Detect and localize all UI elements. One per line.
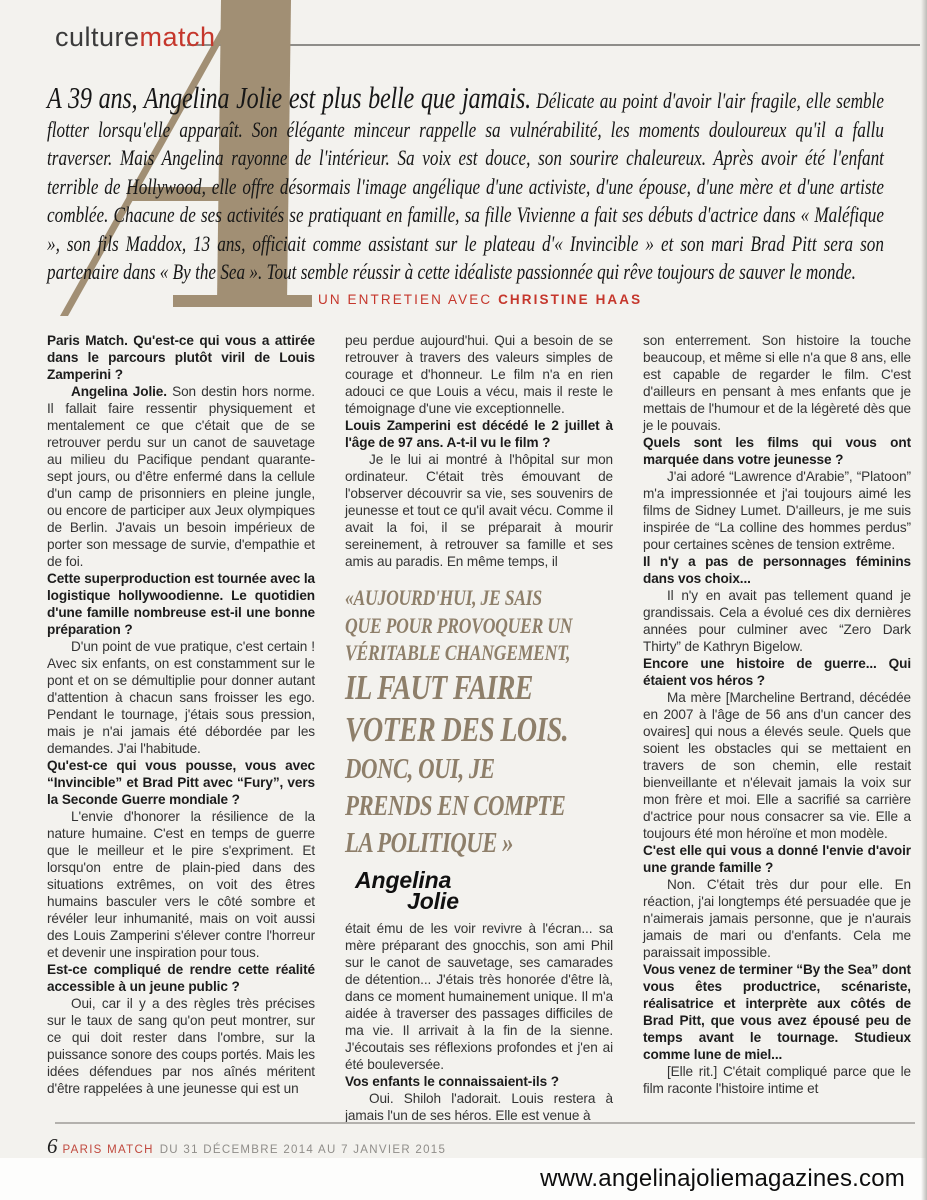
answer-continuation: peu perdue aujourd'hui. Qui a besoin de se retrouver à travers des valeurs simples de courage et d'honneur. Le film n'a en rien adouci ce que Louis a vécu, mais il reste le témoignage d'une vie exceptionnelle. — [345, 333, 613, 416]
quote-line: PRENDS EN COMPTE — [345, 790, 566, 822]
quote-signature — [345, 866, 613, 914]
question: Il n'y a pas de personnages féminins dans vos choix... — [643, 554, 911, 586]
page-number: 6 — [47, 1134, 58, 1158]
intro-lead: A 39 ans, Angelina Jolie est plus belle que jamais. — [47, 80, 531, 115]
answer-continuation: était ému de les voir revivre à l'écran... sa mère préparant des gnocchis, son ami Phil sur le canot de sauvetage, ses camarades de détention... J'étais très honorée d'être là, dans ce moment humainement unique. Il m'a aidée à traverser des passages difficiles de ma vie. Il arrivait à la fin de la sienne. J'écoutais ses réflexions profondes et j'en ai été bouleversée. — [345, 920, 613, 1072]
quote-line: QUE POUR PROVOQUER UN — [345, 612, 573, 638]
question: Quels sont les films qui vous ont marquée dans votre jeunesse ? — [643, 435, 911, 467]
column-1 — [47, 332, 315, 1097]
quote-line: DONC, OUI, JE — [345, 753, 495, 785]
section-brand — [55, 22, 216, 53]
magazine-name: PARIS MATCH — [62, 1144, 154, 1156]
question: Cette superproduction est tournée avec la logistique hollywoodienne. Le quotidien d'une famille nombreuse est-il une bonne préparation ? — [47, 571, 315, 637]
quote-line: IL FAUT FAIRE — [345, 667, 533, 707]
intro-block — [47, 80, 884, 287]
byline — [318, 292, 642, 307]
question: Qu'est-ce qui vous pousse, vous avec “Invincible” et Brad Pitt avec “Fury”, vers la Seconde Guerre mondiale ? — [47, 758, 315, 807]
question: C'est elle qui vous a donné l'envie d'avoir une grande famille ? — [643, 843, 911, 875]
issue-date: DU 31 DÉCEMBRE 2014 AU 7 JANVIER 2015 — [159, 1144, 447, 1156]
column-2 — [345, 332, 613, 1124]
answer: L'envie d'honorer la résilience de la nature humaine. C'est en temps de guerre que le meilleur et le pire s'expriment. Et lorsqu'on entre de plain-pied dans des situations extrêmes, on voit des êtres humains basculer vers le côté sombre et révéler leur inhumanité, mais on voit aussi des Louis Zamperini s'élever contre l'horreur et devenir une inspiration pour tous. — [47, 809, 315, 960]
byline-prefix: UN ENTRETIEN AVEC — [318, 292, 499, 307]
quote-line: VÉRITABLE CHANGEMENT, — [345, 640, 571, 665]
signature-first-name: Angelina — [355, 866, 452, 893]
website-watermark-strip — [0, 1158, 927, 1200]
byline-author: CHRISTINE HAAS — [498, 292, 643, 307]
footer-rule — [55, 1122, 915, 1124]
footer — [47, 1134, 446, 1159]
brand-match-label: match — [139, 22, 216, 52]
question: Vous venez de terminer “By the Sea” dont vous êtes productrice, scénariste, réalisatrice et interprète aux côtés de Brad Pitt, que vous avez épousé peu de temps avant le tournage. Studieux comme lune de miel... — [643, 962, 911, 1062]
answer: Oui. Shiloh l'adorait. Louis restera à jamais l'un de ses héros. Elle est venue à — [345, 1090, 613, 1123]
intro-paragraph — [47, 80, 884, 287]
pull-quote-text — [345, 584, 613, 862]
answer: [Elle rit.] C'était compliqué parce que le film raconte l'histoire intime et — [643, 1064, 911, 1096]
answer: Je le lui ai montré à l'hôpital sur mon ordinateur. C'était très émouvant de l'observer découvrir sa vie, ses souvenirs de jeunesse et tout ce qu'il avait vécu. Comme il avait la foi, il se préparait à mourir sereinement, à retrouver sa famille et ses amis au paradis. En même temps, il — [345, 452, 613, 569]
quote-line: «AUJOURD'HUI, JE SAIS — [345, 585, 542, 610]
column-3 — [643, 332, 911, 1097]
answer-continuation: son enterrement. Son histoire la touche beaucoup, et même si elle n'a que 8 ans, elle est capable de regarder le film. C'est d'ailleurs en pensant à mes enfants que je mettais de l'humour et de la légèreté dès que je le pouvais. — [643, 333, 911, 433]
answer: Oui, car il y a des règles très précises sur le taux de sang qu'on peut montrer, sur ce qui doit rester dans l'ombre, sur la puissance sonore des coups portés. Mais les idées défendues par nos aînés méritent d'être rappelées à une jeunesse qui est un — [47, 996, 315, 1096]
question: Vos enfants le connaissaient-ils ? — [345, 1073, 559, 1089]
signature-last-name: Jolie — [407, 887, 459, 914]
brand-culture-label: culture — [55, 22, 140, 52]
quote-line: LA POLITIQUE » — [345, 827, 514, 859]
question: Louis Zamperini est décédé le 2 juillet à l'âge de 97 ans. A-t-il vu le film ? — [345, 418, 613, 450]
intro-rest: Délicate au point d'avoir l'air fragile, elle semble flotter lorsqu'elle apparaît. Son élégante minceur rappelle sa vulnérabilité, les moments douloureux qu'il a fallu traverser. Mais Angelina rayonne de l'intérieur. Sa voix est douce, son sourire chaleureux. Après avoir été l'enfant terrible de Hollywood, elle offre désormais l'image angélique d'une activiste, d'une épouse, d'une mère et d'une artiste comblée. Chacune de ses activités se pratiquant en famille, sa fille Vivienne a fait ses débuts d'actrice dans « Maléfique », son fils Maddox, 13 ans, officiait comme assistant sur le plateau d'« Invincible » et son mari Brad Pitt sera son partenaire dans « By the Sea ». Tout semble réussir à cette idéaliste passionnée qui rêve toujours de sauver le monde. — [47, 88, 884, 284]
answer: Non. C'était très dur pour elle. En réaction, j'ai longtemps été persuadée que je n'aimerais jamais personne, que je n'aurais jamais de mari ou d'enfants. Cela me paraissait impossible. — [643, 877, 911, 960]
question: Est-ce compliqué de rendre cette réalité accessible à un jeune public ? — [47, 962, 315, 994]
pull-quote — [345, 584, 613, 912]
website-watermark: www.angelinajoliemagazines.com — [540, 1165, 905, 1192]
answer: J'ai adoré “Lawrence d'Arabie”, “Platoon” m'a impressionnée et j'ai toujours aimé les films de Sidney Lumet. D'ailleurs, je me suis inspirée de “La colline des hommes perdus” pour certaines scènes de tension extrême. — [643, 469, 911, 552]
quote-line: VOTER DES LOIS. — [345, 709, 569, 749]
question: Encore une histoire de guerre... Qui étaient vos héros ? — [643, 656, 911, 688]
answer-text: Son destin hors norme. Il fallait faire ressentir physiquement et mentalement ce que c'était que de se retrouver perdu sur un canot de sauvetage au milieu du Pacifique pendant quarante-sept jours, ou d'être enfermé dans la cellule d'un camp de prisonniers en pleine jungle, ou encore de participer aux Jeux olympiques de Berlin. J'avais un besoin impérieux de porter son message de survie, d'empathie et de foi. — [47, 384, 315, 569]
answer: Il n'y en avait pas tellement quand je grandissais. Cela a évolué ces dix dernières années pour culminer avec “Zero Dark Thirty” de Kathryn Bigelow. — [643, 588, 911, 654]
question: Paris Match. Qu'est-ce qui vous a attirée dans le parcours plutôt viril de Louis Zamperini ? — [47, 333, 315, 382]
answer — [47, 383, 315, 570]
answer: D'un point de vue pratique, c'est certain ! Avec six enfants, on est constamment sur le pont et on se démultiplie pour donner autant d'attention à chacun sans froisser les ego. Pendant le tournage, j'étais sous pression, mais je n'ai jamais été débordée par les demandes. J'ai l'habitude. — [47, 639, 315, 756]
scan-edge — [921, 0, 927, 1200]
answer: Ma mère [Marcheline Bertrand, décédée en 2007 à l'âge de 56 ans d'un cancer des ovaires] qui nous a élevés seule. Quels que soient les obstacles qui se mettaient en travers de son chemin, elle restait bienveillante et n'élevait jamais la voix sur mon frère et moi. Elle a sacrifié sa carrière d'actrice pour nous consacrer sa vie. Elle a toujours été mon héroïne et mon modèle. — [643, 690, 911, 841]
speaker-name: Angelina Jolie. — [71, 384, 173, 399]
